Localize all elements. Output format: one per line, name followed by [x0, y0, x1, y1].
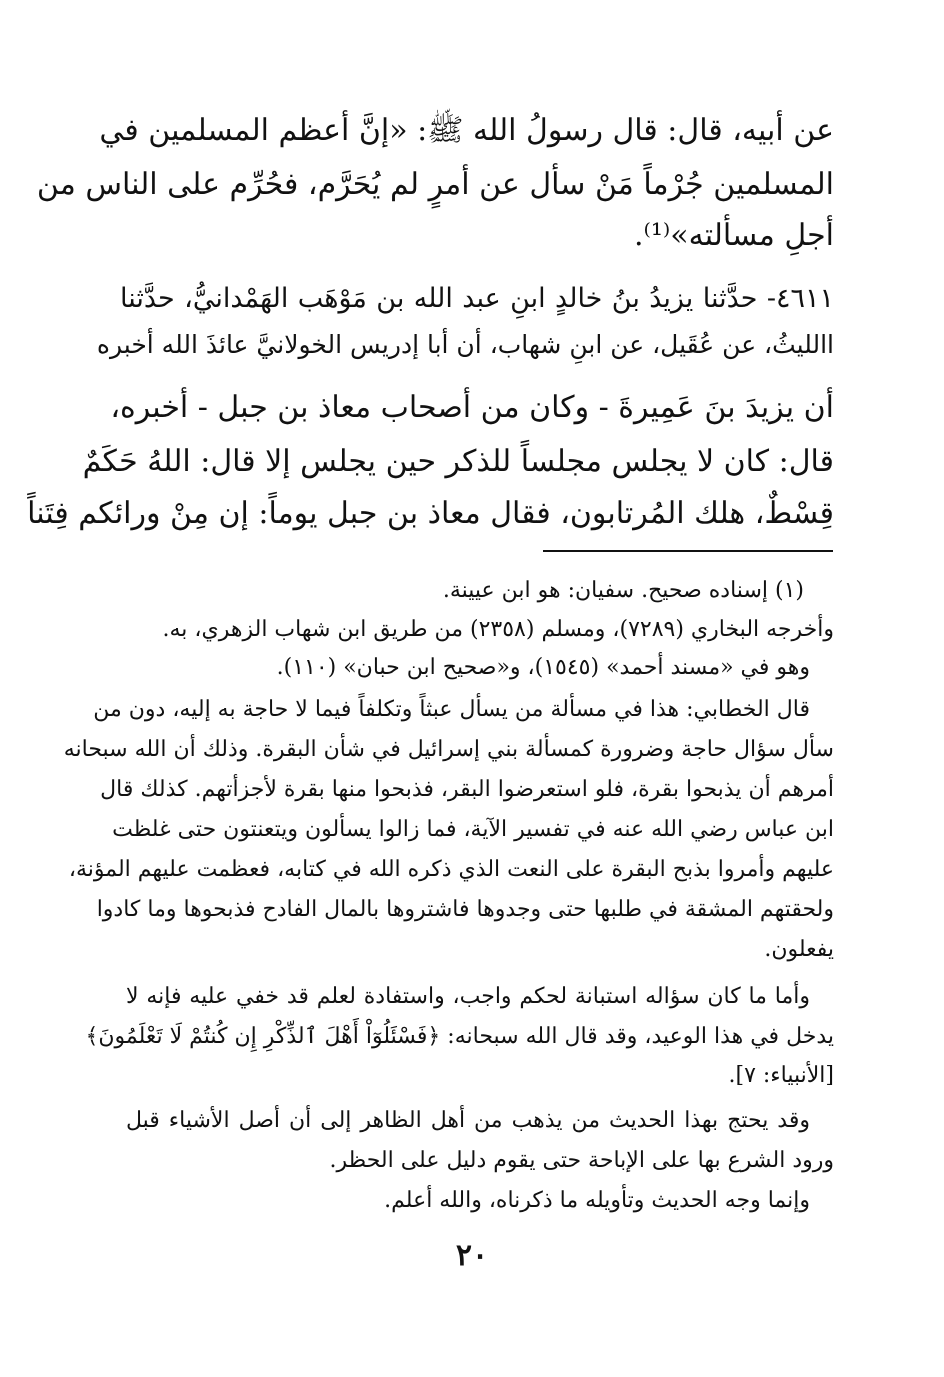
footnote-line: وهو في «مسند أحمد» (١٥٤٥)، و«صحيح ابن حبان» (١١٠). — [276, 655, 810, 680]
footnote-line: ورود الشرع بها على الإباحة حتى يقوم دليل على الحظر. — [329, 1148, 834, 1173]
hadith-line: ٤٦١١- حدَّثنا يزيدُ بنُ خالدٍ ابنِ عبد الله بن مَوْهَب الهَمْدانيُّ، حدَّثنا — [120, 283, 834, 314]
footnote-line: وأما ما كان سؤاله استبانة لحكم واجب، واستفادة لعلم قد خفي عليه فإنه لا — [126, 984, 810, 1009]
footnote-line: ابن عباس رضي الله عنه في تفسير الآية، فما زالوا يسألون ويتعنتون حتى غلظت — [112, 817, 834, 842]
footnote-line: يدخل في هذا الوعيد، وقد قال الله سبحانه: ﴿فَسْئَلُوٓاْ أَهْلَ ٱلذِّكْرِ إِن كُنتُمْ لَا تَعْلَمُونَ﴾ — [85, 1024, 834, 1049]
footnote-line: وقد يحتج بهذا الحديث من يذهب من أهل الظاهر إلى أن أصل الأشياء قبل — [126, 1108, 810, 1133]
footnote-line: وإنما وجه الحديث وتأويله ما ذكرناه، والله أعلم. — [384, 1188, 810, 1213]
footnote-line: أمرهم أن يذبحوا بقرة، فلو استعرضوا البقر، فذبحوا منها بقرة لأجزأتهم. كذلك قال — [100, 777, 834, 802]
main-text-line: قال: كان لا يجلس مجلساً للذكر حين يجلس إلا قال: اللهُ حَكَمٌ — [82, 444, 834, 479]
footnote-line: ولحقتهم المشقة في طلبها حتى وجدوها فاشتروها بالمال الفادح فذبحوها وما كادوا — [96, 897, 834, 922]
page-number: ٢٠ — [455, 1238, 489, 1273]
footnote-separator — [543, 550, 833, 552]
footnote-line: وأخرجه البخاري (٧٢٨٩)، ومسلم (٢٣٥٨) من طريق ابن شهاب الزهري، به. — [162, 617, 834, 642]
hadith-line: االليثُ، عن عُقَيل، عن ابنِ شهاب، أن أبا إدريس الخولانيَّ عائذَ الله أخبره — [96, 330, 834, 359]
footnote-line: قال الخطابي: هذا في مسألة من يسأل عبثاً وتكلفاً فيما لا حاجة به إليه، دون من — [93, 697, 810, 722]
main-text-line: قِسْطٌ، هلك المُرتابون، فقال معاذ بن جبل يوماً: إن مِنْ ورائكم فِتَناً — [27, 496, 834, 531]
footnote-line: (١) إسناده صحيح. سفيان: هو ابن عيينة. — [442, 578, 804, 603]
main-text-line: المسلمين جُرْماً مَنْ سأل عن أمرٍ لم يُحَرَّم، فحُرِّم على الناس من — [36, 167, 834, 202]
main-text-line: أن يزيدَ بنَ عَمِيرةَ - وكان من أصحاب معاذ بن جبل - أخبره، — [110, 390, 834, 425]
main-text-line: عن أبيه، قال: قال رسولُ الله ﷺ: «إنَّ أعظم المسلمين في — [99, 113, 834, 148]
main-text-line: أجلِ مسألته»⁽¹⁾. — [633, 218, 834, 253]
footnote-line: سأل سؤال حاجة وضرورة كمسألة بني إسرائيل في شأن البقرة. وذلك أن الله سبحانه — [63, 737, 834, 762]
footnote-line: [الأنبياء: ٧]. — [728, 1063, 834, 1088]
footnote-line: يفعلون. — [764, 937, 834, 962]
footnote-line: عليهم وأمروا بذبح البقرة على النعت الذي ذكره الله في كتابه، فعظمت عليهم المؤنة، — [68, 857, 834, 882]
